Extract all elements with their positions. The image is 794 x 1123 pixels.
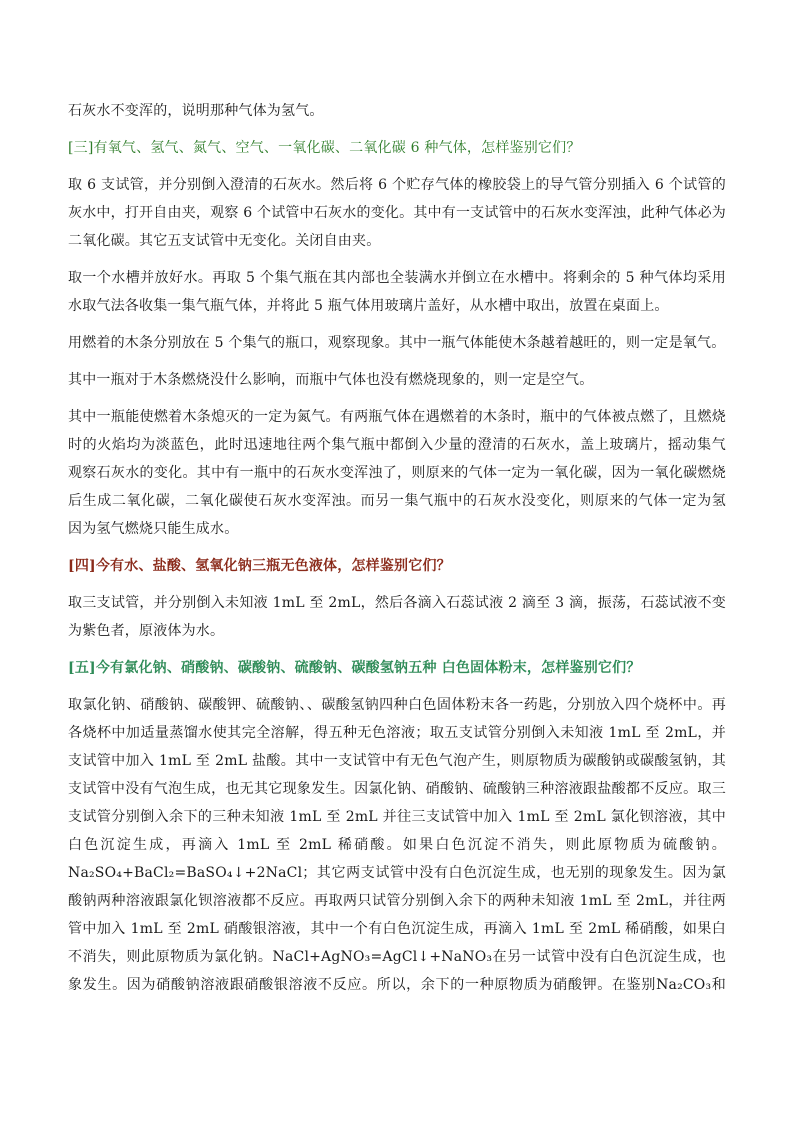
text-line: 为紫色者，原液体为水。 (68, 623, 225, 639)
paragraph-air-test (68, 366, 726, 394)
paragraph-oxygen-test (68, 329, 726, 357)
text-line: 后生成二氧化碳，二氧化碳使石灰水变浑浊。而另一集气瓶中的石灰水没变化，则原来的气体一定为氢 (68, 493, 726, 509)
paragraph-powder-identification (68, 691, 726, 999)
text-line: 取一个水槽并放好水。再取 5 个集气瓶在其内部也全装满水并倒立在水槽中。将剩余的 5 种气体均采用 (68, 270, 726, 286)
paragraph-litmus-test (68, 589, 726, 645)
text-line: 灰水中，打开自由夹，观察 6 个试管中石灰水的变化。其中有一支试管中的石灰水变浑浊，此种气体必为 (68, 205, 726, 221)
text-line: 取氯化钠、硝酸钠、碳酸钾、硫酸钠、、碳酸氢钠四种白色固体粉末各一药匙，分别放入四个烧杯中。再 (68, 697, 726, 713)
text-line: 二氧化碳。其它五支试管中无变化。关闭自由夹。 (68, 233, 381, 249)
text-line: 用燃着的木条分别放在 5 个集气的瓶口，观察现象。其中一瓶气体能使木条越着越旺的，则一定是氧气。 (68, 335, 726, 351)
question-four-heading (68, 552, 726, 580)
text-line: 因为氢气燃烧只能生成水。 (68, 521, 239, 537)
paragraph-water-collection (68, 264, 726, 320)
text-line: Na₂SO₄+BaCl₂=BaSO₄↓+2NaCl；其它两支试管中没有白色沉淀生成，也无别的现象发生。因为氯 (68, 865, 726, 881)
text-line: 石灰水不变浑的，说明那种气体为氢气。 (68, 103, 324, 119)
text-line: 不消失，则此原物质为氯化钠。NaCl+AgNO₃=AgCl↓+NaNO₃在另一试管中没有白色沉淀生成，也 (68, 949, 726, 965)
question-three-heading (68, 134, 726, 162)
document-page (68, 97, 726, 999)
paragraph-prev-conclusion (68, 97, 726, 125)
heading-line: [三]有氧气、氢气、氮气、空气、一氧化碳、二氧化碳 6 种气体，怎样鉴别它们？ (68, 140, 581, 156)
paragraph-nitrogen-co-test (68, 403, 726, 543)
question-five-heading (68, 654, 726, 682)
text-line: 管中加入 1mL 至 2mL 硝酸银溶液，其中一个有白色沉淀生成，再滴入 1mL 至 2mL 稀硝酸，如果白 (68, 921, 726, 937)
text-line: 取三支试管，并分别倒入未知液 1mL 至 2mL，然后各滴入石蕊试液 2 滴至 3 滴，振荡，石蕊试液不变 (68, 595, 726, 611)
text-line: 各烧杯中加适量蒸馏水使其完全溶解，得五种无色溶液；取五支试管分别倒入未知液 1mL 至 2mL，并 (68, 725, 726, 741)
text-line: 象发生。因为硝酸钠溶液跟硝酸银溶液不反应。所以，余下的一种原物质为硝酸钾。在鉴别Na₂CO₃和 (68, 977, 726, 993)
text-line: 取 6 支试管，并分别倒入澄清的石灰水。然后将 6 个贮存气体的橡胶袋上的导气管分别插入 6 个试管的 (68, 177, 726, 193)
text-line: 白色沉淀生成，再滴入 1mL 至 2mL 稀硝酸。如果白色沉淀不消失，则此原物质为硫酸钠。 (68, 837, 726, 853)
text-line: 酸钠两种溶液跟氯化钡溶液都不反应。再取两只试管分别倒入余下的两种未知液 1mL 至 2mL，并往两 (68, 893, 726, 909)
text-line: 时的火焰均为淡蓝色，此时迅速地往两个集气瓶中都倒入少量的澄清的石灰水，盖上玻璃片，摇动集气 (68, 437, 726, 453)
text-line: 支试管中加入 1mL 至 2mL 盐酸。其中一支试管中有无色气泡产生，则原物质为碳酸钠或碳酸氢钠，其 (68, 753, 726, 769)
text-line: 支试管中没有气泡生成，也无其它现象发生。因氯化钠、硝酸钠、硫酸钠三种溶液跟盐酸都不反应。取三 (68, 781, 726, 797)
heading-line: [四]今有水、盐酸、氢氧化钠三瓶无色液体，怎样鉴别它们？ (68, 558, 451, 574)
paragraph-limewater-test (68, 171, 726, 255)
text-line: 其中一瓶对于木条燃烧没什么影响，而瓶中气体也没有燃烧现象的，则一定是空气。 (68, 372, 594, 388)
text-line: 其中一瓶能使燃着木条熄灭的一定为氮气。有两瓶气体在遇燃着的木条时，瓶中的气体被点燃了，且燃烧 (68, 409, 726, 425)
heading-line: [五]今有氯化钠、硝酸钠、碳酸钠、硫酸钠、碳酸氢钠五种 白色固体粉末，怎样鉴别它们？ (68, 660, 641, 676)
text-line: 水取气法各收集一集气瓶气体，并将此 5 瓶气体用玻璃片盖好，从水槽中取出，放置在桌面上。 (68, 298, 669, 314)
text-line: 观察石灰水的变化。其中有一瓶中的石灰水变浑浊了，则原来的气体一定为一氧化碳，因为一氧化碳燃烧 (68, 465, 726, 481)
text-line: 支试管分别倒入余下的三种未知液 1mL 至 2mL 并往三支试管中加入 1mL 至 2mL 氯化钡溶液，其中 (68, 809, 726, 825)
